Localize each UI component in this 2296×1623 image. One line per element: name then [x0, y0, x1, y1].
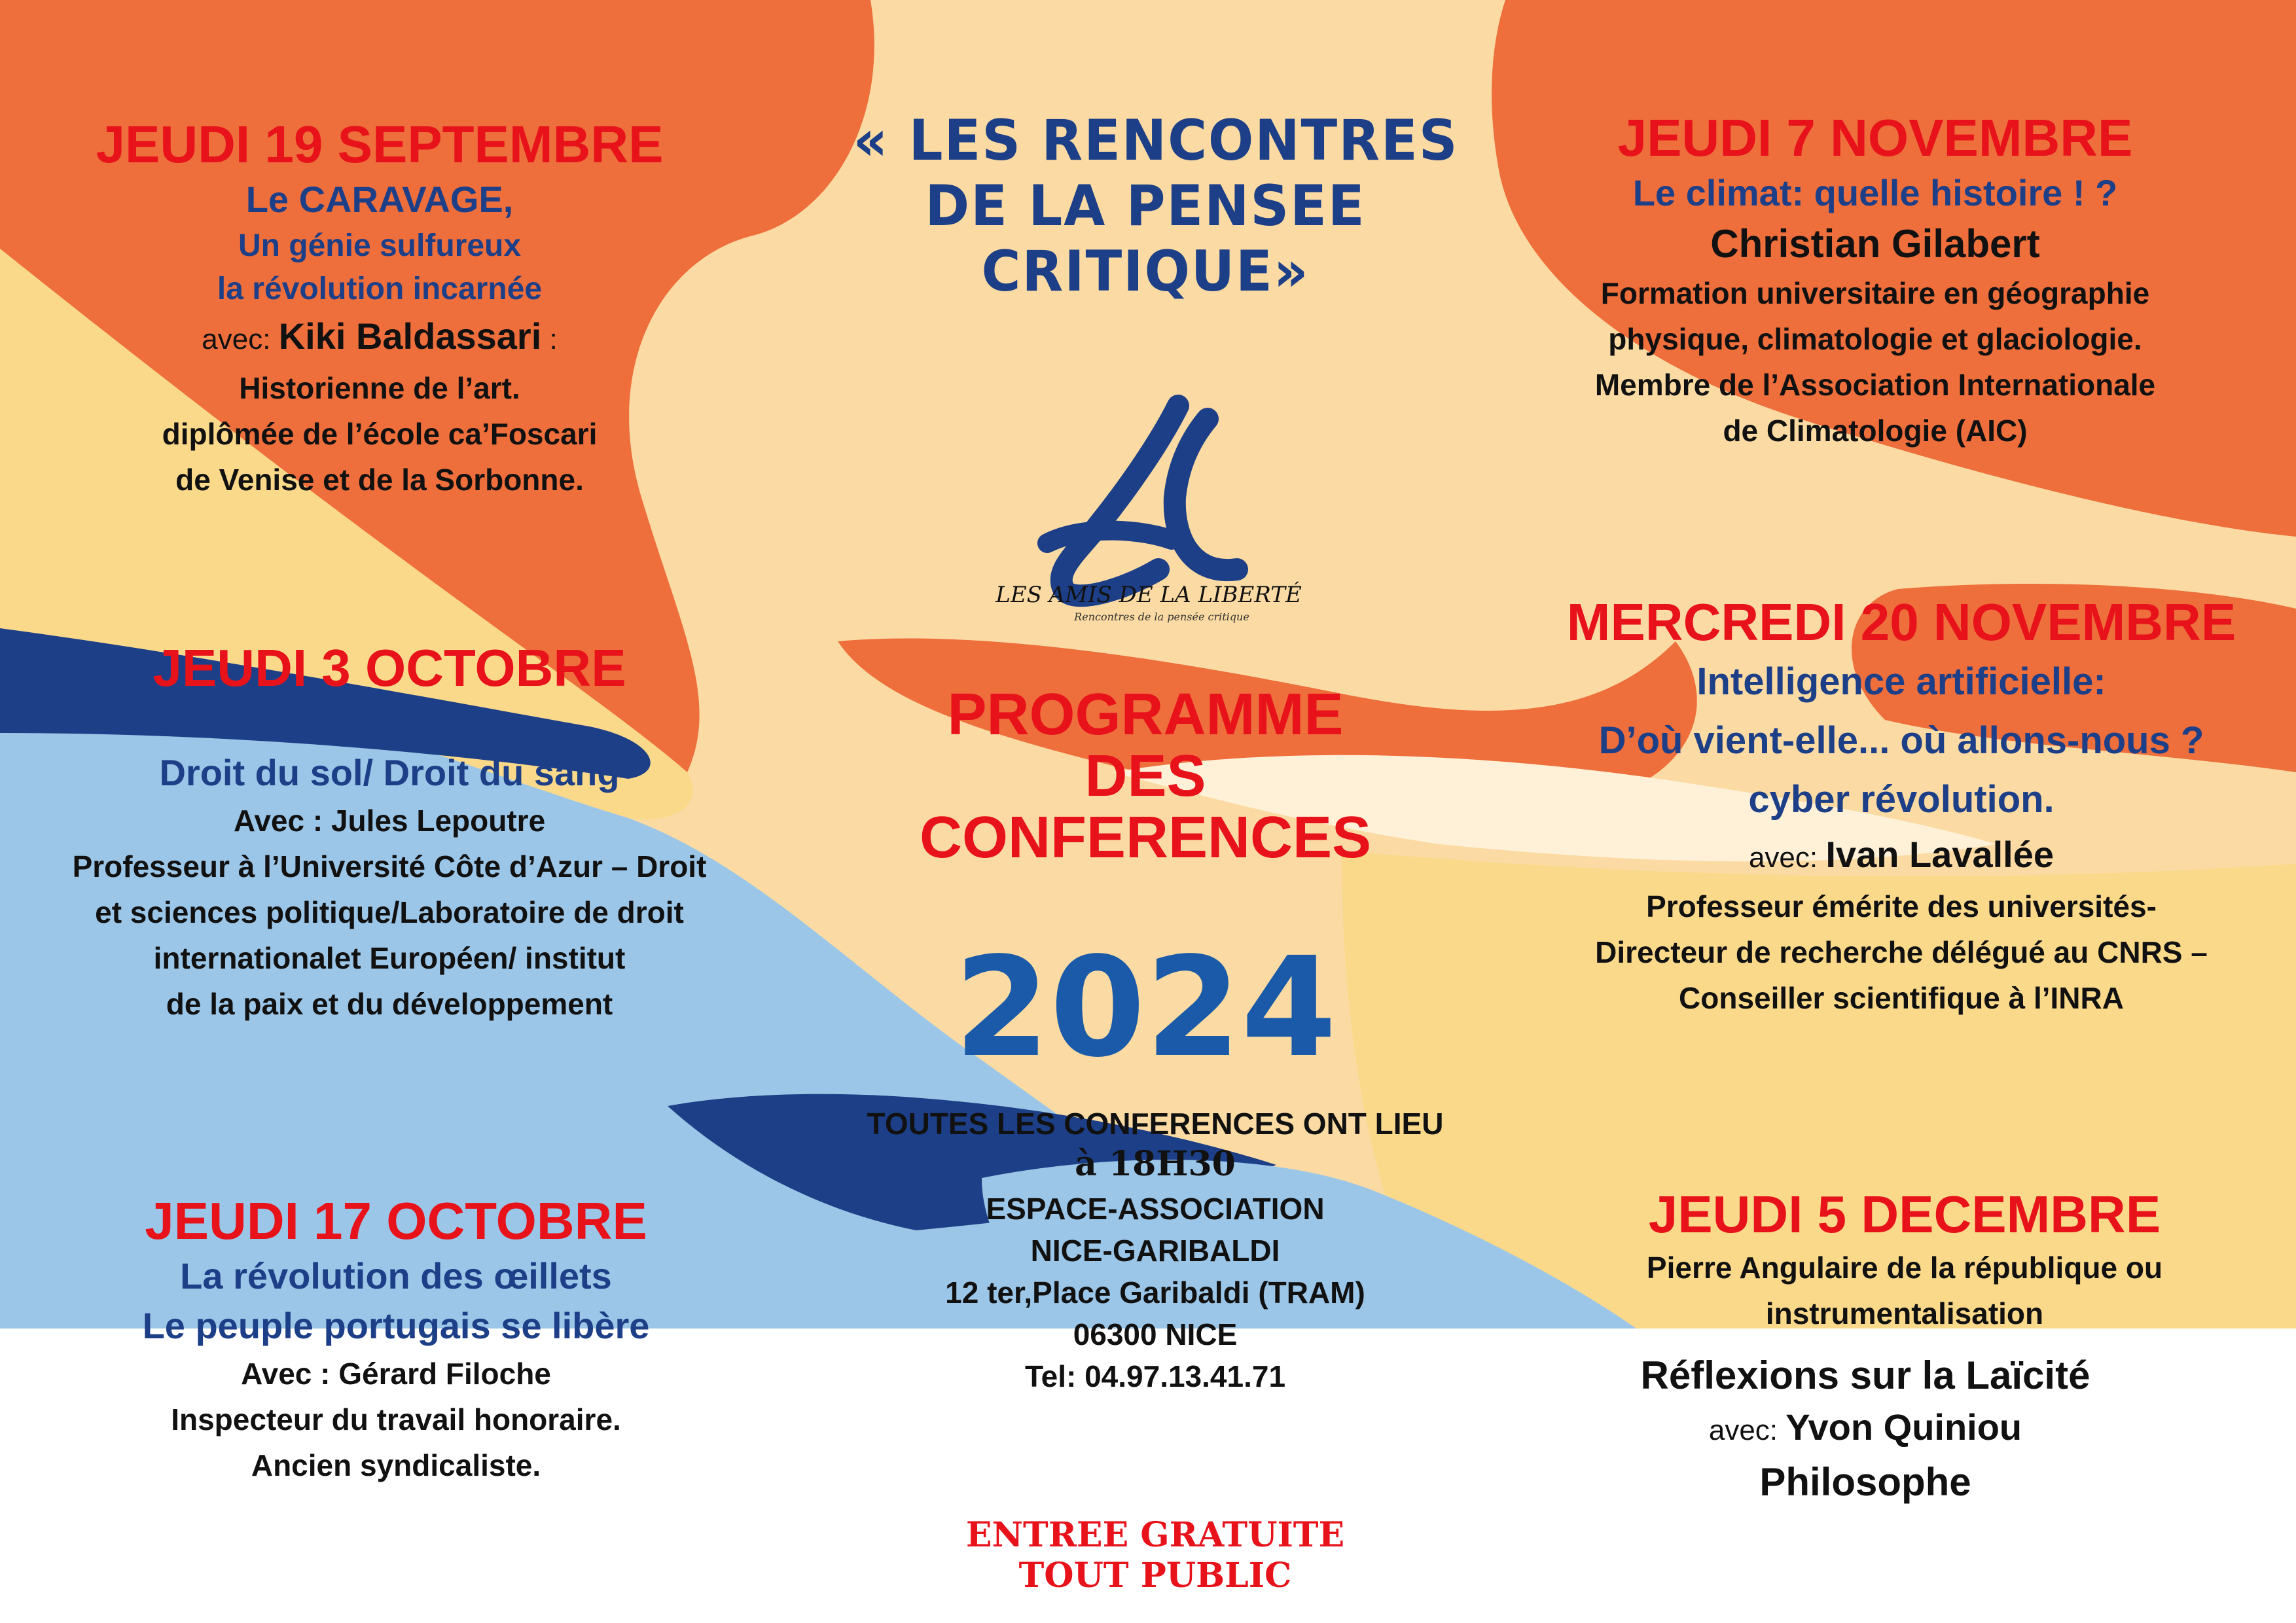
event-title: La République : — [252, 702, 527, 743]
event-date: JEUDI 3 OCTOBRE — [152, 639, 626, 697]
event-speaker: avec: Kiki Baldassari : — [202, 315, 558, 357]
event-17-octobre — [39, 1191, 753, 1488]
event-bio: de la paix et du développement — [166, 987, 613, 1021]
event-speaker: avec: Yvon Quiniou — [1708, 1406, 2022, 1448]
event-3-octobre — [26, 638, 753, 1027]
event-subtitle: instrumentalisation — [1765, 1296, 2044, 1330]
speaker-name: Ivan Lavallée — [1825, 834, 2054, 875]
event-title: Intelligence artificielle: — [1696, 660, 2106, 703]
event-bio: Professeur à l’Université Côte d’Azur – Droit — [72, 849, 707, 883]
year-number: 2024 — [954, 927, 1337, 1088]
event-bio: Historienne de l’art. — [239, 371, 520, 405]
event-bio: Directeur de recherche délégué au CNRS – — [1595, 935, 2208, 969]
event-bio: Ancien syndicaliste. — [251, 1448, 541, 1482]
event-subtitle: Le peuple portugais se libère — [142, 1305, 650, 1346]
event-date: JEUDI 5 DECEMBRE — [1648, 1185, 2161, 1243]
event-title: Le CARAVAGE, — [245, 179, 514, 220]
event-bio: physique, climatologie et glaciologie. — [1608, 322, 2142, 356]
speaker-name: Yvon Quiniou — [1785, 1406, 2022, 1448]
venue-postcode: 06300 NICE — [1073, 1317, 1238, 1351]
event-topic: Réflexions sur la Laïcité — [1640, 1353, 2090, 1397]
program-title — [838, 108, 1459, 304]
logo-brand: LES AMIS DE LA LIBERTÉ — [996, 582, 1302, 608]
event-bio: internationalet Européen/ institut — [153, 941, 626, 975]
event-bio: Formation universitaire en géographie — [1600, 276, 2150, 310]
programme-line: PROGRAMME — [947, 682, 1344, 747]
event-bio: Professeur émérite des universités- — [1646, 889, 2157, 923]
logo — [996, 393, 1302, 641]
event-speaker: Avec : Jules Lepoutre — [233, 804, 546, 838]
event-title: Le climat: quelle histoire ! ? — [1632, 172, 2118, 213]
free-line: TOUT PUBLIC — [1018, 1556, 1292, 1596]
event-20-novembre — [1525, 592, 2278, 1021]
event-speaker: avec: Ivan Lavallée — [1748, 834, 2054, 875]
event-bio: Inspecteur du travail honoraire. — [171, 1402, 621, 1436]
event-bio: Conseiller scientifique à l’INRA — [1679, 981, 2124, 1015]
event-title: La révolution des œillets — [180, 1255, 612, 1296]
venue-address: 12 ter,Place Garibaldi (TRAM) — [945, 1275, 1365, 1310]
venue-line: ESPACE-ASSOCIATION — [986, 1192, 1325, 1226]
event-date: JEUDI 7 NOVEMBRE — [1617, 109, 2133, 167]
programme-line: DES — [1085, 743, 1206, 809]
event-subtitle: Pierre Angulaire de la république ou — [1646, 1251, 2163, 1285]
venue-info — [831, 1103, 1479, 1397]
event-bio: de Climatologie (AIC) — [1723, 414, 2028, 448]
free-entry — [870, 1515, 1440, 1596]
speaker-name: Kiki Baldassari — [278, 315, 542, 357]
programme-line: CONFERENCES — [919, 805, 1372, 870]
event-subtitle: Un génie sulfureux — [238, 228, 522, 263]
event-title: cyber révolution. — [1748, 778, 2054, 821]
free-line: ENTREE GRATUITE — [965, 1515, 1345, 1555]
speaker-role: Philosophe — [1759, 1460, 1971, 1504]
event-subtitle: Droit du sol/ Droit du sang — [159, 752, 620, 793]
event-date: JEUDI 19 SEPTEMBRE — [96, 115, 664, 173]
programme-heading — [870, 684, 1420, 868]
event-7-novembre — [1532, 108, 2219, 454]
title-line: DE LA PENSEE — [925, 173, 1366, 239]
venue-phone: Tel: 04.97.13.41.71 — [1024, 1359, 1286, 1393]
event-bio: de Venise et de la Sorbonne. — [175, 463, 584, 497]
info-time: à 18H30 — [1075, 1144, 1236, 1184]
event-date: MERCREDI 20 NOVEMBRE — [1566, 593, 2236, 651]
event-speaker: Avec : Gérard Filoche — [241, 1357, 551, 1391]
event-bio: Membre de l’Association Internationale — [1594, 368, 2156, 402]
event-title: D’où vient-elle... où allons-nous ? — [1598, 719, 2204, 762]
logo-tagline: Rencontres de la pensée critique — [1074, 611, 1249, 623]
year — [936, 927, 1355, 1088]
title-line: CRITIQUE» — [981, 239, 1310, 304]
title-line: « LES RENCONTRES — [853, 108, 1459, 173]
venue-line: NICE-GARIBALDI — [1030, 1234, 1280, 1268]
event-bio: diplômée de l’école ca’Foscari — [162, 417, 598, 451]
logo-mark — [996, 393, 1302, 641]
event-date: JEUDI 17 OCTOBRE — [145, 1192, 647, 1250]
info-line: TOUTES LES CONFERENCES ONT LIEU — [867, 1107, 1444, 1141]
speaker-name: Christian Gilabert — [1710, 222, 2040, 266]
event-bio: et sciences politique/Laboratoire de droit — [95, 895, 684, 929]
event-5-decembre — [1558, 1185, 2251, 1508]
event-subtitle: la révolution incarnée — [217, 272, 543, 306]
event-19-septembre — [39, 115, 720, 503]
